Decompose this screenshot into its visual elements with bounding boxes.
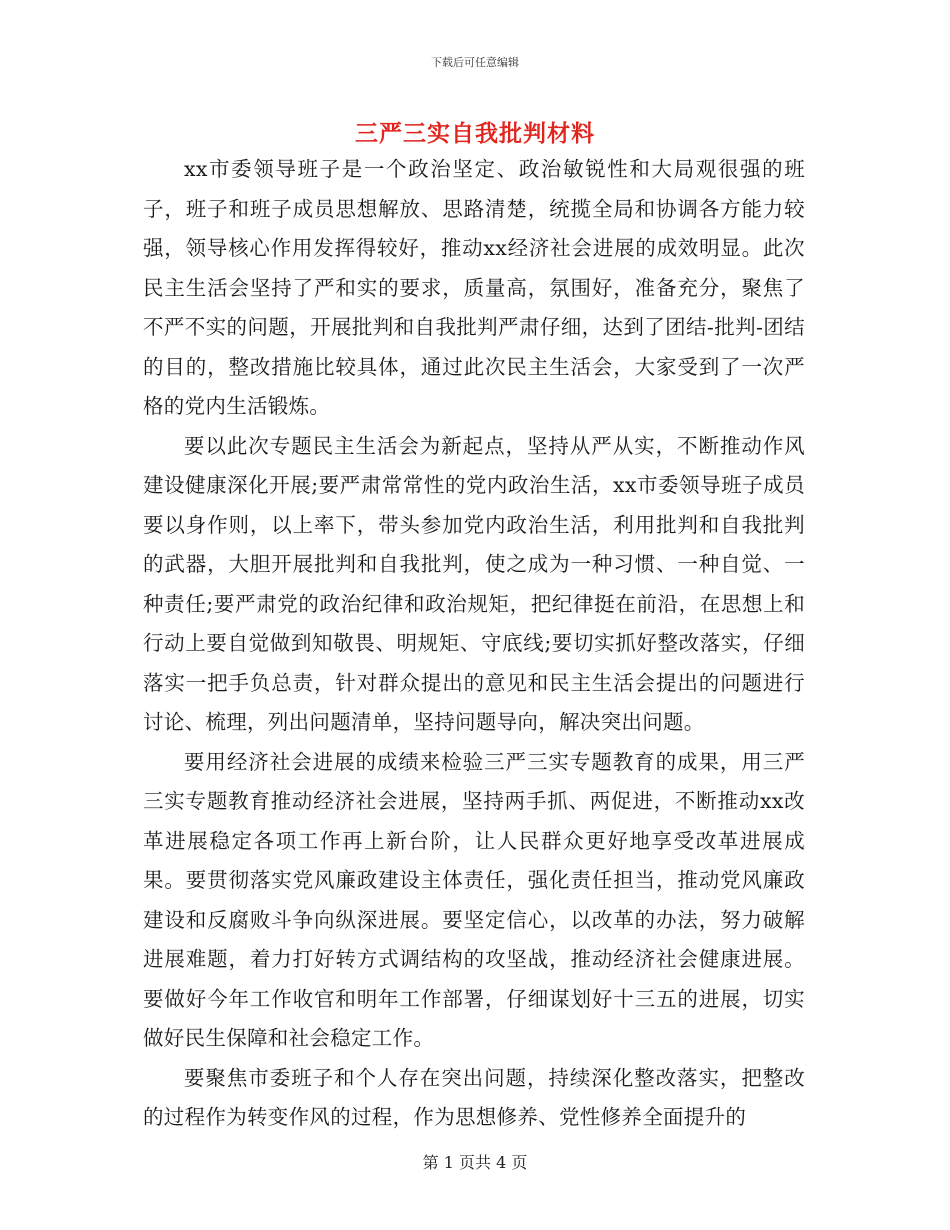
paragraph-2: 要以此次专题民主生活会为新起点，坚持从严从实，不断推动作风建设健康深化开展;要严肃常常性的党内政治生活，xx市委领导班子成员要以身作则，以上率下，带头参加党内政治生活，利用批判和自我批判的武器，大胆开展批判和自我批判，使之成为一种习惯、一种自觉、一种责任;要严肃党的政治纪律和政治规矩，把纪律挺在前沿，在思想上和行动上要自觉做到知敬畏、明规矩、守底线;要切实抓好整改落实，仔细落实一把手负总责，针对群众提出的意见和民主生活会提出的问题进行讨论、梳理，列出问题清单，坚持问题导向，解决突出问题。	[143, 433, 805, 734]
header-note: 下载后可任意编辑	[431, 56, 519, 69]
document-title: 三严三实自我批判材料	[355, 121, 595, 147]
page-footer: 第 1 页共 4 页	[422, 1153, 528, 1172]
document-body	[143, 150, 805, 1138]
paragraph-4: 要聚焦市委班子和个人存在突出问题，持续深化整改落实，把整改的过程作为转变作风的过程，作为思想修养、党性修养全面提升的	[143, 1065, 805, 1129]
paragraph-3: 要用经济社会进展的成绩来检验三严三实专题教育的成果，用三严三实专题教育推动经济社会进展，坚持两手抓、两促进，不断推动xx改革进展稳定各项工作再上新台阶，让人民群众更好地享受改革进展成果。要贯彻落实党风廉政建设主体责任，强化责任担当，推动党风廉政建设和反腐败斗争向纵深进展。要坚定信心，以改革的办法，努力破解进展难题，着力打好转方式调结构的攻坚战，推动经济社会健康进展。要做好今年工作收官和明年工作部署，仔细谋划好十三五的进展，切实做好民生保障和社会稳定工作。	[143, 749, 805, 1050]
paragraph-1: xx市委领导班子是一个政治坚定、政治敏锐性和大局观很强的班子，班子和班子成员思想解放、思路清楚，统揽全局和协调各方能力较强，领导核心作用发挥得较好，推动xx经济社会进展的成效明显。此次民主生活会坚持了严和实的要求，质量高，氛围好，准备充分，聚焦了不严不实的问题，开展批判和自我批判严肃仔细，达到了团结-批判-团结的目的，整改措施比较具体，通过此次民主生活会，大家受到了一次严格的党内生活锻炼。	[143, 157, 805, 418]
